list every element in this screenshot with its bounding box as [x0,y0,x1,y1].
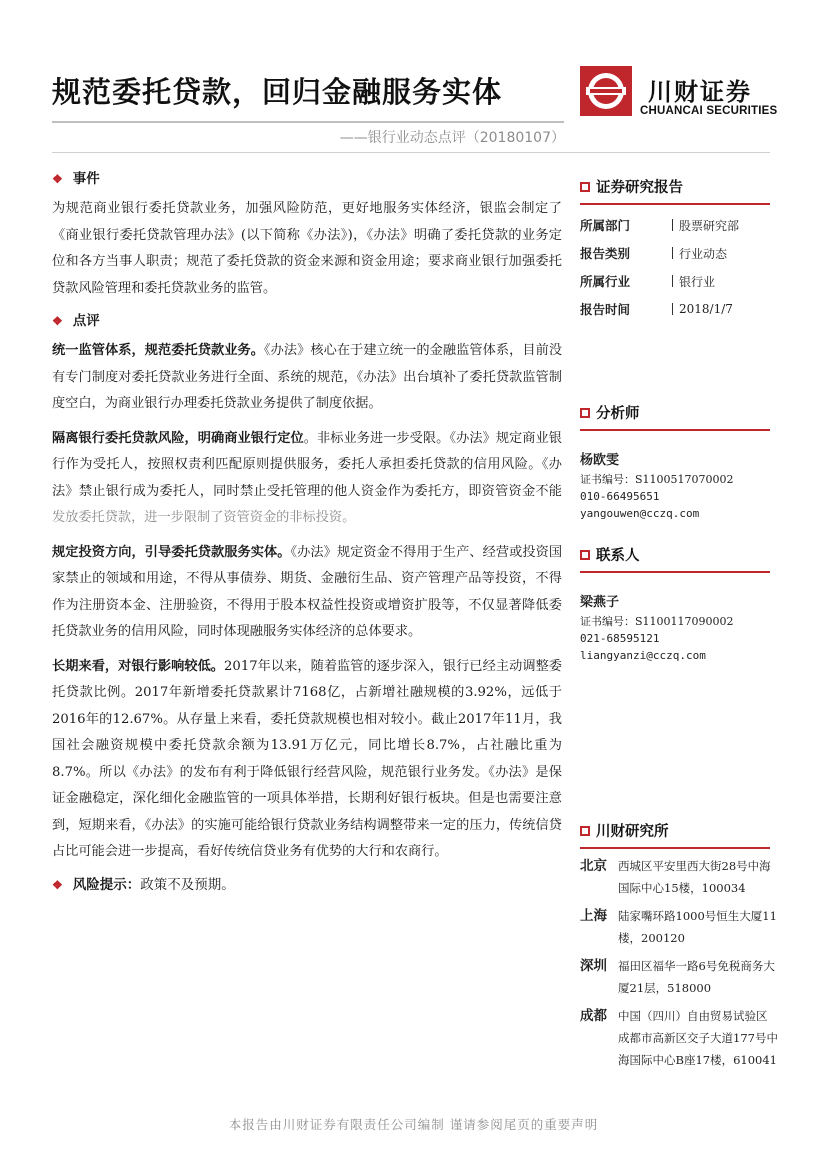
analyst-name: 杨欧雯 [580,453,620,468]
contact-cert: 证书编号：S1100117090002 [580,615,734,628]
office-city: 深圳 [580,958,607,974]
institute-heading [580,820,780,841]
comment-paragraph-4 [52,654,562,866]
office-address: 福田区福华一路6号免税商务大厦21层，518000 [618,959,775,995]
comment-paragraph-3 [52,540,562,646]
square-bullet-icon [580,182,590,192]
office-address: 西城区平安里西大街28号中海国际中心15楼，100034 [618,859,771,895]
info-key: 所属行业 [580,274,631,289]
paragraph-lead: 隔离银行委托贷款风险，明确商业银行定位 [52,430,304,446]
title-divider [52,121,564,123]
office-address: 中国（四川）自由贸易试验区成都市高新区交子大道177号中海国际中心B座17楼，610041 [618,1009,778,1067]
report-info-rule [580,203,770,205]
contact-panel [580,544,780,664]
institute-heading-text: 川财研究所 [596,824,669,840]
logo-cn-text: 川财证券 [648,78,752,106]
comment-paragraph-2 [52,426,562,532]
paragraph-body: 《办法》核心在于建立统一的金融监管体系，目前没有专门制度对委托贷款业务进行全面、系统的规范，《办法》出台填补了委托贷款监管制度空白，为商业银行办理委托贷款业务提供了制度依据。 [52,343,562,411]
report-title: 规范委托贷款，回归金融服务实体 [52,75,503,109]
office-shanghai [580,905,780,949]
analyst-heading [580,402,780,423]
office-city: 北京 [580,858,607,874]
analyst-cert: 证书编号：S1100517070002 [580,473,734,486]
institute-rule [580,847,770,849]
contact-heading [580,544,780,565]
comment-paragraph-1 [52,338,562,418]
risk-section [52,872,562,898]
institute-panel [580,820,780,1071]
main-content [52,166,562,898]
logo-en-text: CHUANCAI SECURITIES [640,105,778,117]
paragraph-lead: 统一监管体系，规范委托贷款业务。 [52,343,264,358]
paragraph-body: 。非标业务进一步受限。《办法》规定商业银行作为受托人，按照权责利匹配原则提供服务，委托人承担委托贷款的信用风险。《办法》禁止银行成为委托人，同时禁止受托管理的他人资金作为委托方，即资管资金不能 [52,430,562,499]
risk-text: 政策不及预期。 [140,876,235,893]
info-value: 股票研究部 [679,218,740,233]
info-value: 行业动态 [679,246,728,261]
contact-phone: 021-68595121 [580,632,660,645]
comment-section-heading [52,308,562,334]
report-info-panel [580,176,780,323]
contact-heading-text: 联系人 [596,548,640,564]
info-value: 银行业 [679,274,716,289]
analyst-rule [580,429,770,431]
info-row-category [580,239,780,267]
paragraph-body: 2017年以来，随着监管的逐步深入，银行已经主动调整委托贷款比例。2017年新增委托贷款累计7168亿，占新增社融规模的3.92%，远低于2016年的12.67%。从存量上来看，委托贷款规模也相对较小。截止2017年11月，我国社会融资规模中委托贷款余额为13.91万亿元，同比增长8.7%，占社融比重为8.7%。所以《办法》的发布有利于降低银行经营风险，规范银行业务发。《办法》是保证金融稳定，深化细化金融监管的一项具体举措，长期利好银行板块。但是也需要注意到，短期来看，《办法》的实施可能给银行贷款业务结构调整带来一定的压力，传统信贷占比可能会进一步提高，看好传统信贷业务有优势的大行和农商行。 [52,658,562,859]
contact-email[interactable]: liangyanzi@cczq.com [580,649,706,662]
paragraph-body-faded: 发放委托贷款，进一步限制了资管资金的非标投资。 [52,510,356,525]
analyst-email[interactable]: yangouwen@cczq.com [580,507,700,520]
office-address: 陆家嘴环路1000号恒生大厦11楼，200120 [618,909,777,945]
office-city: 成都 [580,1008,607,1024]
analyst-heading-text: 分析师 [596,406,640,422]
analyst-panel [580,402,780,522]
comment-heading-text: 点评 [72,313,100,329]
diamond-bullet-icon: ❖ [52,172,63,186]
square-bullet-icon [580,550,590,560]
contact-name: 梁燕子 [580,595,620,610]
info-row-date [580,295,780,323]
report-info-heading [580,176,780,197]
event-section-heading [52,166,562,192]
analyst-phone: 010-66495651 [580,490,660,503]
info-key: 报告时间 [580,302,631,317]
report-subtitle: ——银行业动态点评（20180107） [339,130,565,146]
info-row-department [580,211,780,239]
info-key: 所属部门 [580,218,631,233]
paragraph-lead: 规定投资方向，引导委托贷款服务实体。 [52,544,291,560]
office-city: 上海 [580,908,607,924]
paragraph-lead: 长期来看，对银行影响较低。 [52,658,225,674]
info-value: 2018/1/7 [679,302,733,316]
page-footer: 本报告由川财证券有限责任公司编制 谨请参阅尾页的重要声明 [228,1117,599,1132]
info-row-industry [580,267,780,295]
contact-rule [580,571,770,573]
square-bullet-icon [580,826,590,836]
event-paragraph: 为规范商业银行委托贷款业务，加强风险防范，更好地服务实体经济，银监会制定了《商业银行委托贷款管理办法》(以下简称《办法》)，《办法》明确了委托贷款的业务定位和各方当事人职责；规范了委托贷款的资金来源和资金用途；要求商业银行加强委托贷款风险管理和委托贷款业务的监管。 [52,201,562,296]
risk-heading-text: 风险提示： [72,876,141,893]
office-chengdu [580,1005,780,1071]
diamond-bullet-icon: ❖ [52,877,63,892]
header-divider [52,152,770,153]
diamond-bullet-icon: ❖ [52,314,63,328]
office-shenzhen [580,955,780,999]
event-heading-text: 事件 [72,171,100,187]
paragraph-body: 《办法》规定资金不得用于生产、经营或投资国家禁止的领域和用途，不得从事债券、期货、金融衍生品、资产管理产品等投资，不得作为注册资本金、注册验资，不得用于股本权益性投资或增资扩股等，不仅显著降低委托贷款业务的信用风险，同时体现融服务实体经济的总体要求。 [52,544,563,639]
square-bullet-icon [580,408,590,418]
report-info-heading-text: 证券研究报告 [596,180,683,196]
info-key: 报告类别 [580,246,631,261]
chuancai-logo-icon [580,66,632,116]
office-beijing [580,855,780,899]
